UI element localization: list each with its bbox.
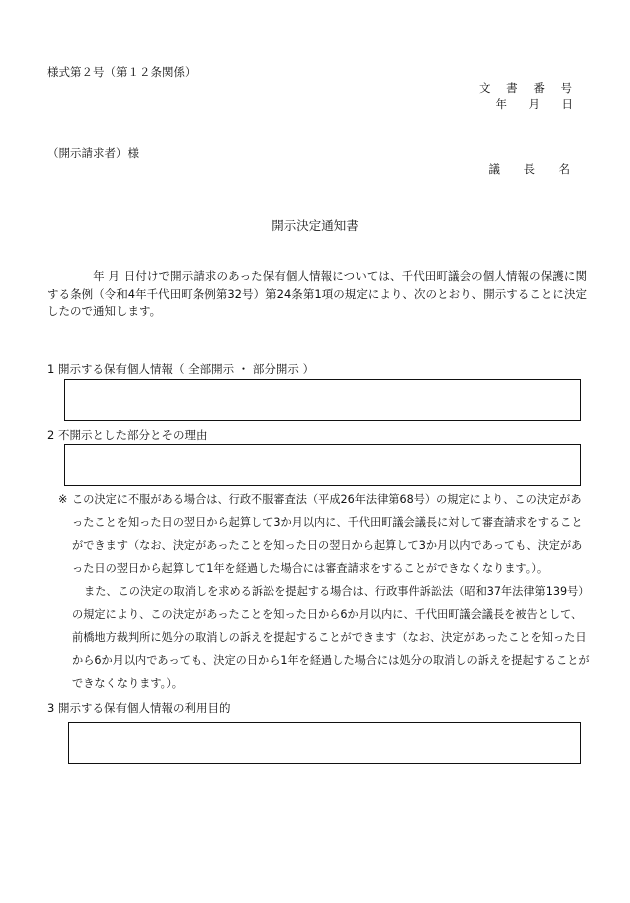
appeal-note xyxy=(58,488,590,695)
note-paragraph-lawsuit: また、この決定の取消しを求める訴訟を提起する場合は、行政事件訴訟法（昭和37年法律第139号）の規定により、この決定があったことを知った日から6か月以内に、千代田町議会議長を被告として、前橋地方裁判所に処分の取消しの訴えを提起することができます（なお、決定があったことを知った日から6か月以内であっても、決定の日から1年を経過した場合には処分の取消しの訴えを提起することができなくなります。）。 xyxy=(72,585,590,690)
form-number: 様式第２号（第１２条関係） xyxy=(47,65,197,79)
section-2-box[interactable] xyxy=(64,444,581,486)
document-number: 文 書 番 号 xyxy=(479,81,578,95)
issue-date: 年 月 日 xyxy=(495,97,578,111)
section-2-label: 2 不開示とした部分とその理由 xyxy=(47,428,208,442)
recipient-name: （開示請求者）様 xyxy=(47,146,139,160)
note-mark: ※ xyxy=(58,493,68,506)
notification-body xyxy=(47,268,587,321)
notification-body-text: 年 月 日付けで開示請求のあった保有個人情報については、千代田町議会の個人情報の保護に関する条例（令和4年千代田町条例第32号）第24条第1項の規定により、次のとおり、開示することに決定したので通知します。 xyxy=(47,269,587,318)
section-3-box[interactable] xyxy=(68,722,581,764)
section-1-label: 1 開示する保有個人情報（ 全部開示 ・ 部分開示 ） xyxy=(47,362,315,376)
section-1-box[interactable] xyxy=(64,379,581,421)
section-3-label: 3 開示する保有個人情報の利用目的 xyxy=(47,701,231,715)
document-title: 開示決定通知書 xyxy=(271,218,359,233)
note-paragraph-appeal: この決定に不服がある場合は、行政不服審査法（平成26年法律第68号）の規定により、この決定があったことを知った日の翌日から起算して3か月以内に、千代田町議会議長に対して審査請求をすることができます（なお、決定があったことを知った日の翌日から起算して3か月以内であっても、決定があった日の翌日から起算して1年を経過した場合には審査請求をすることができなくなります。）。 xyxy=(72,493,583,575)
chairman-name: 議 長 名 xyxy=(488,162,576,176)
